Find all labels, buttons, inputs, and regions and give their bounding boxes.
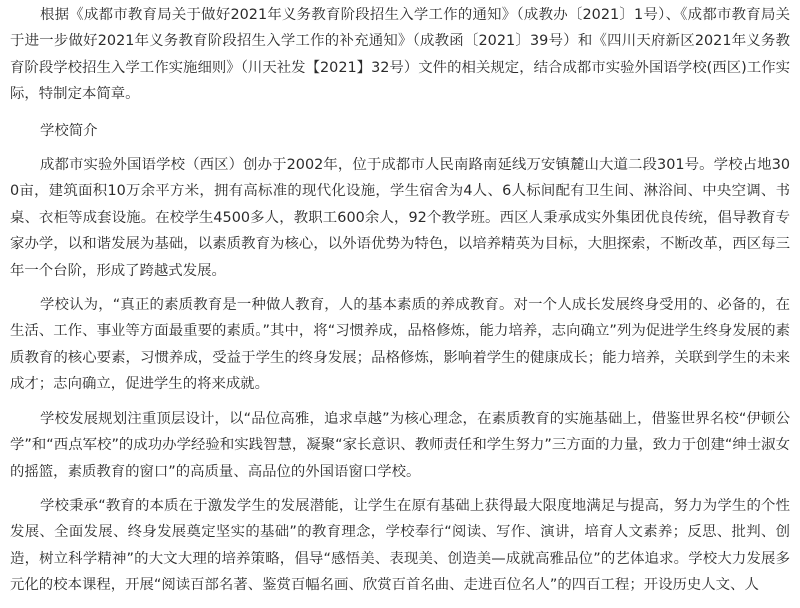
paragraph-teaching-concept: 学校秉承“教育的本质在于激发学生的发展潜能，让学生在原有基础上获得最大限度地满足与提高，努力为学生的个性发展、全面发展、终身发展奠定坚实的基础”的教育理念，学校奉行“阅读、写作、演讲，培育人文素养；反思、批判、创造，树立科学精神”的大文大理的培养策略，倡导“感悟美、表现美、创造美—成就高雅品位”的艺体追求。学校大力发展多元化的校本课程，开展“阅读百部名著、鉴赏百幅名画、欣赏百首名曲、走进百位名人”的四百工程；开设历史人文、人	[10, 497, 790, 594]
section-heading: 学校简介	[40, 122, 98, 139]
intro-paragraph: 根据《成都市教育局关于做好2021年义务教育阶段招生入学工作的通知》（成教办〔2021〕1号）、《成都市教育局关于进一步做好2021年义务教育阶段招生入学工作的补充通知》（成教函〔2021〕39号）和《四川天府新区2021年义务教育阶段学校招生入学工作实施细则》（川天社发【2021】32号）文件的相关规定，结合成都市实验外国语学校(西区)工作实际，特制定本简章。	[10, 7, 790, 103]
paragraph-education-philosophy: 学校认为，“真正的素质教育是一种做人教育，人的基本素质的养成教育。对一个人成长发展终身受用的、必备的，在生活、工作、事业等方面最重要的素质。”其中，将“习惯养成，品格修炼，能力培养，志向确立”列为促进学生终身发展的素质教育的核心要素，习惯养成，受益于学生的终身发展；品格修炼，影响着学生的健康成长；能力培养，关联到学生的未来成才；志向确立，促进学生的将来成就。	[10, 297, 790, 393]
document-body	[10, 0, 790, 599]
paragraph-development-plan: 学校发展规划注重顶层设计，以“品位高雅，追求卓越”为核心理念，在素质教育的实施基础上，借鉴世界名校“伊顿公学”和“西点军校”的成功办学经验和实践智慧，凝聚“家长意识、教师责任和学生努力”三方面的力量，致力于创建“绅士淑女的摇篮，素质教育的窗口”的高质量、高品位的外国语窗口学校。	[10, 410, 790, 480]
paragraph-school-profile: 成都市实验外国语学校（西区）创办于2002年，位于成都市人民南路南延线万安镇麓山大道二段301号。学校占地300亩，建筑面积10万余平方米，拥有高标准的现代化设施，学生宿舍为4人、6人标间配有卫生间、淋浴间、中央空调、书桌、衣柜等成套设施。在校学生4500多人，教职工600余人，92个教学班。西区人秉承成实外集团优良传统，倡导教育专家办学，以和谐发展为基础，以素质教育为核心，以外语优势为特色，以培养精英为目标，大胆探索，不断改革，西区每三年一个台阶，形成了跨越式发展。	[10, 157, 790, 279]
